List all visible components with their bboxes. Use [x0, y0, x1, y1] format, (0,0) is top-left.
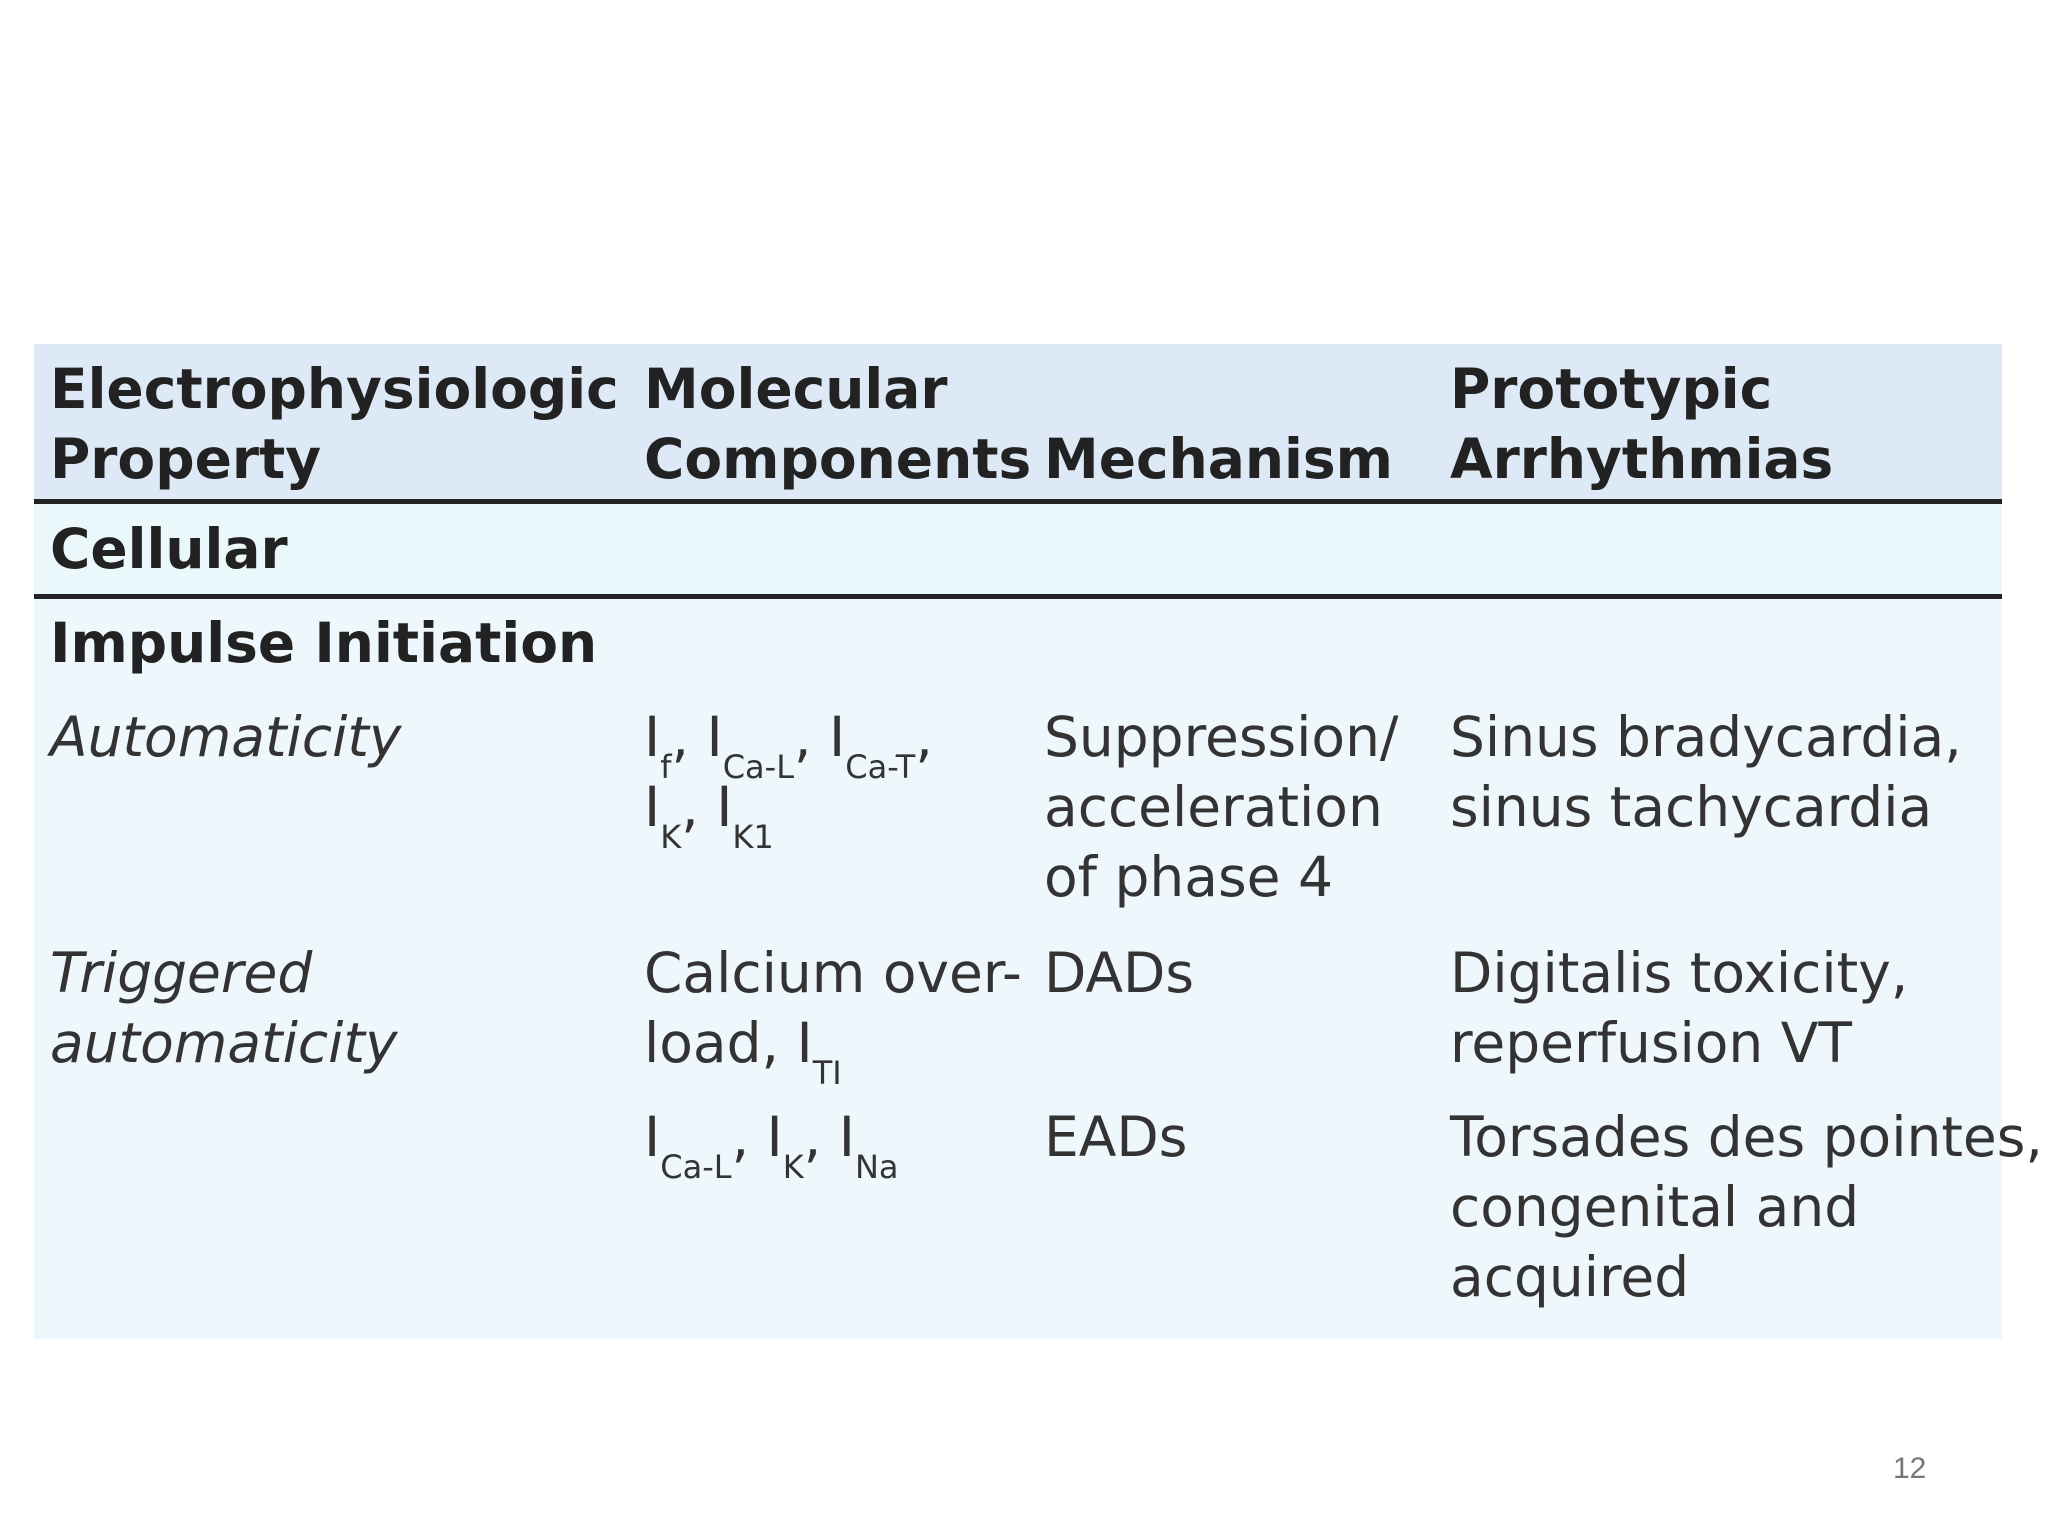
row1-mechanism-line2: acceleration: [1044, 775, 1383, 839]
current-subscript: Ca-L: [660, 1148, 732, 1186]
row3-arrhythmias-line2: congenital and: [1450, 1175, 1860, 1239]
current-symbol: I: [644, 775, 661, 839]
current-symbol: I: [829, 705, 846, 769]
header-property-line1: Electrophysiologic: [50, 357, 619, 421]
row1-arrhythmias-line1: Sinus bradycardia,: [1450, 705, 1962, 769]
current-separator: ,: [671, 705, 707, 769]
current-subscript: Ca-T: [845, 748, 916, 786]
row3-components: [644, 1102, 899, 1186]
current-symbol: I: [706, 705, 723, 769]
header-mechanism: Mechanism: [1044, 427, 1393, 491]
header-components-line1: Molecular: [644, 357, 948, 421]
row1-arrhythmias-line2: sinus tachycardia: [1450, 775, 1933, 839]
section-rule: [34, 594, 2002, 599]
row1-components-line1: [644, 702, 933, 786]
header-arrhythmias-line2: Arrhythmias: [1450, 427, 1834, 491]
row2-property-line1: Triggered: [50, 941, 313, 1005]
current-subscript: TI: [812, 1054, 842, 1092]
row1-mechanism-line1: Suppression/: [1044, 705, 1399, 769]
current-subscript: f: [660, 748, 672, 786]
row1-components-line2: [644, 772, 774, 856]
current-separator: ,: [803, 1105, 839, 1169]
row2-arrhythmias-line1: Digitalis toxicity,: [1450, 941, 1909, 1005]
row3-arrhythmias-line3: acquired: [1450, 1245, 1690, 1309]
current-separator: ,: [794, 705, 829, 769]
current-subscript: Ca-L: [722, 748, 795, 786]
page-number: 12: [1893, 1452, 1927, 1485]
current-symbol: I: [838, 1105, 855, 1169]
section-band: [34, 504, 2002, 594]
row2-arrhythmias-line2: reperfusion VT: [1450, 1011, 1852, 1075]
arrhythmia-table: [34, 344, 2043, 1339]
current-symbol: I: [716, 775, 733, 839]
current-separator: ,: [731, 1105, 767, 1169]
row3-mechanism: EADs: [1044, 1105, 1188, 1169]
current-separator: ,: [915, 705, 933, 769]
current-symbol: I: [644, 1105, 661, 1169]
current-separator: ,: [681, 775, 717, 839]
header-arrhythmias-line1: Prototypic: [1450, 357, 1773, 421]
section-title: Cellular: [50, 517, 288, 581]
row2-components-line1: Calcium over-: [644, 941, 1022, 1005]
row3-arrhythmias-line1: Torsades des pointes,: [1450, 1105, 2043, 1169]
row1-property: Automaticity: [50, 705, 402, 769]
current-separator: load,: [644, 1011, 797, 1075]
row2-property-line2: automaticity: [50, 1011, 398, 1075]
row2-mechanism: DADs: [1044, 941, 1195, 1005]
current-subscript: K1: [732, 818, 774, 856]
current-subscript: K: [782, 1148, 804, 1186]
current-subscript: Na: [854, 1148, 899, 1186]
current-symbol: I: [766, 1105, 783, 1169]
row1-mechanism-line3: of phase 4: [1044, 845, 1333, 909]
header-components-line2: Components: [644, 427, 1032, 491]
current-subscript: K: [660, 818, 682, 856]
header-property-line2: Property: [50, 427, 322, 491]
current-symbol: I: [796, 1011, 813, 1075]
current-symbol: I: [644, 705, 661, 769]
subsection-title: Impulse Initiation: [50, 611, 598, 675]
row2-components-line2: [644, 1008, 842, 1092]
